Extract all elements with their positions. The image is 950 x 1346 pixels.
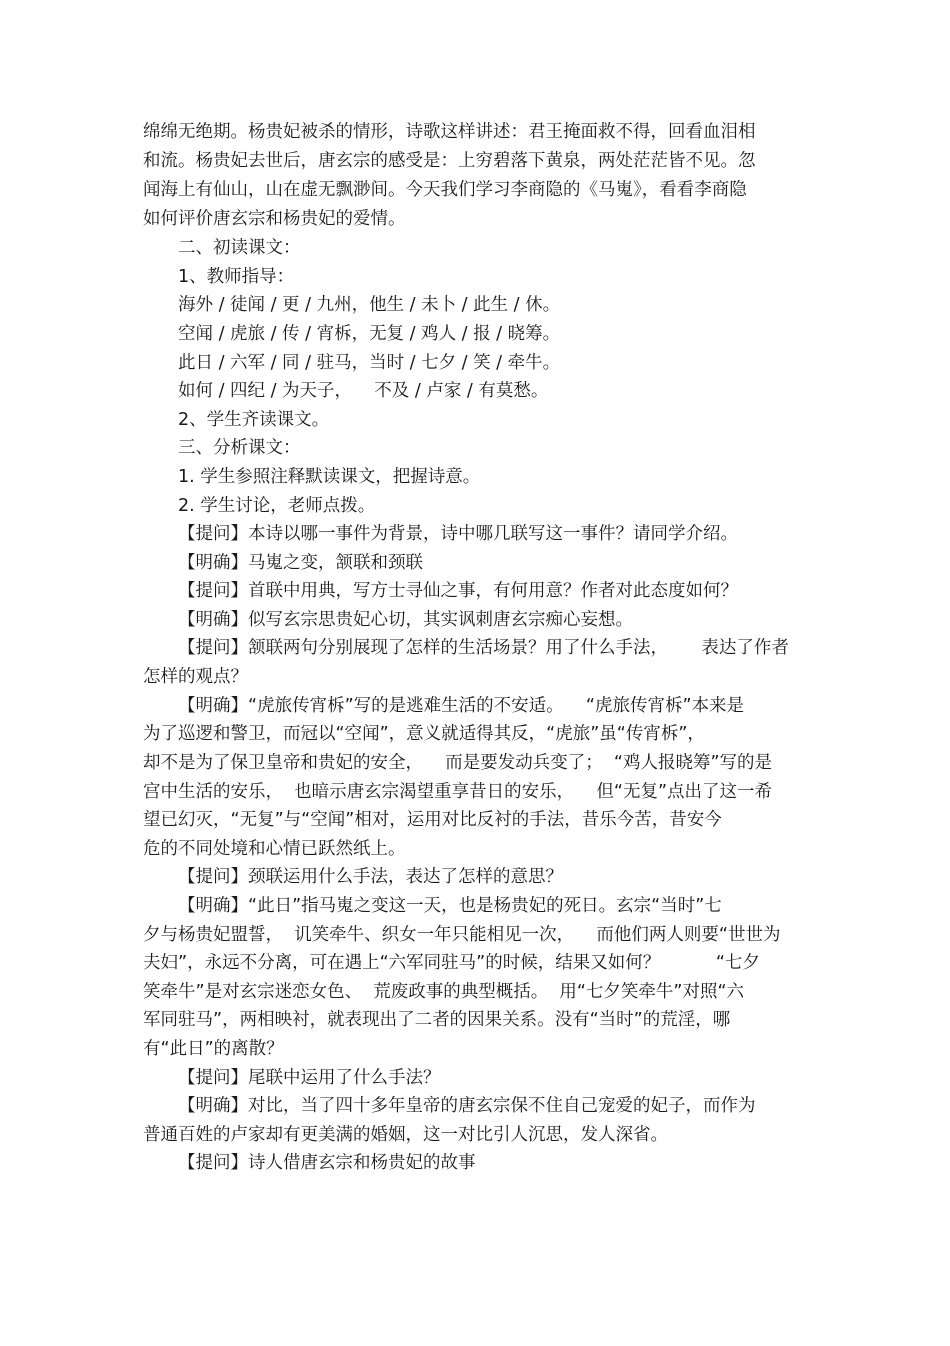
poem-line: 空闻 / 虎旅 / 传 / 宵柝，无复 / 鸡人 / 报 / 晓筹。: [178, 324, 561, 344]
text-line: 和流。杨贵妃去世后，唐玄宗的感受是：上穷碧落下黄泉，两处茫茫皆不见。忽: [143, 151, 756, 171]
text-line: 为了巡逻和警卫，而冠以“空闻”，意义就适得其反，“虎旅”虽“传宵柝”，: [143, 724, 705, 744]
answer-line: 【明确】对比，当了四十多年皇帝的唐玄宗保不住自己宠爱的妃子，而作为: [178, 1096, 756, 1116]
text-line: 如何评价唐玄宗和杨贵妃的爱情。: [143, 209, 406, 229]
answer-line: 【明确】马嵬之变，颔联和颈联: [178, 553, 423, 573]
question-line: 【提问】颔联两句分别展现了怎样的生活场景？用了什么手法， 表达了作者: [178, 638, 789, 658]
subsection-heading: 2、学生齐读课文。: [178, 410, 330, 430]
poem-line: 海外 / 徒闻 / 更 / 九州，他生 / 未卜 / 此生 / 休。: [178, 295, 561, 315]
answer-line: 【明确】似写玄宗思贵妃心切，其实讽刺唐玄宗痴心妄想。: [178, 610, 633, 630]
text-line: 夕与杨贵妃盟誓， 讥笑牵牛、织女一年只能相见一次， 而他们两人则要“世世为: [143, 925, 781, 945]
answer-line: 【明确】“此日”指马嵬之变这一天，也是杨贵妃的死日。玄宗“当时”七: [178, 896, 722, 916]
question-line: 【提问】尾联中运用了什么手法？: [178, 1068, 441, 1088]
text-line: 1. 学生参照注释默读课文，把握诗意。: [178, 467, 481, 487]
text-line: 望已幻灭，“无复”与“空闻”相对，运用对比反衬的手法，昔乐今苦，昔安今: [143, 810, 722, 830]
text-line: 闻海上有仙山，山在虚无飘渺间。今天我们学习李商隐的《马嵬》，看看李商隐: [143, 180, 747, 200]
text-line: 绵绵无绝期。杨贵妃被杀的情形，诗歌这样讲述：君王掩面救不得，回看血泪相: [143, 122, 756, 142]
text-line: 怎样的观点？: [143, 667, 248, 687]
text-line: 2. 学生讨论，老师点拨。: [178, 496, 376, 516]
text-line: 危的不同处境和心情已跃然纸上。: [143, 839, 406, 859]
question-line: 【提问】诗人借唐玄宗和杨贵妃的故事: [178, 1153, 476, 1173]
text-line: 笑牵牛”是对玄宗迷恋女色、 荒废政事的典型概括。 用“七夕笑牵牛”对照“六: [143, 982, 745, 1002]
poem-line: 此日 / 六军 / 同 / 驻马，当时 / 七夕 / 笑 / 牵牛。: [178, 353, 561, 373]
question-line: 【提问】颈联运用什么手法，表达了怎样的意思？: [178, 867, 563, 887]
poem-line: 如何 / 四纪 / 为天子， 不及 / 卢家 / 有莫愁。: [178, 381, 549, 401]
question-line: 【提问】首联中用典，写方士寻仙之事，有何用意？作者对此态度如何？: [178, 581, 738, 601]
text-line: 宫中生活的安乐， 也暗示唐玄宗渴望重享昔日的安乐， 但“无复”点出了这一希: [143, 782, 773, 802]
text-line: 有“此日”的离散？: [143, 1039, 284, 1059]
text-line: 军同驻马”，两相映衬，就表现出了二者的因果关系。没有“当时”的荒淫，哪: [143, 1010, 731, 1030]
question-line: 【提问】本诗以哪一事件为背景，诗中哪几联写这一事件？请同学介绍。: [178, 524, 738, 544]
text-line: 夫妇”，永远不分离，可在遇上“六军同驻马”的时候，结果又如何？ “七夕: [143, 953, 760, 973]
subsection-heading: 1、教师指导：: [178, 267, 295, 287]
section-heading: 三、分析课文：: [178, 438, 301, 458]
answer-line: 【明确】“虎旅传宵柝”写的是逃难生活的不安适。 “虎旅传宵柝”本来是: [178, 696, 745, 716]
section-heading: 二、初读课文：: [178, 238, 301, 258]
text-line: 普通百姓的卢家却有更美满的婚姻，这一对比引人沉思，发人深省。: [143, 1125, 668, 1145]
text-line: 却不是为了保卫皇帝和贵妃的安全， 而是要发动兵变了； “鸡人报晓筹”写的是: [143, 753, 773, 773]
